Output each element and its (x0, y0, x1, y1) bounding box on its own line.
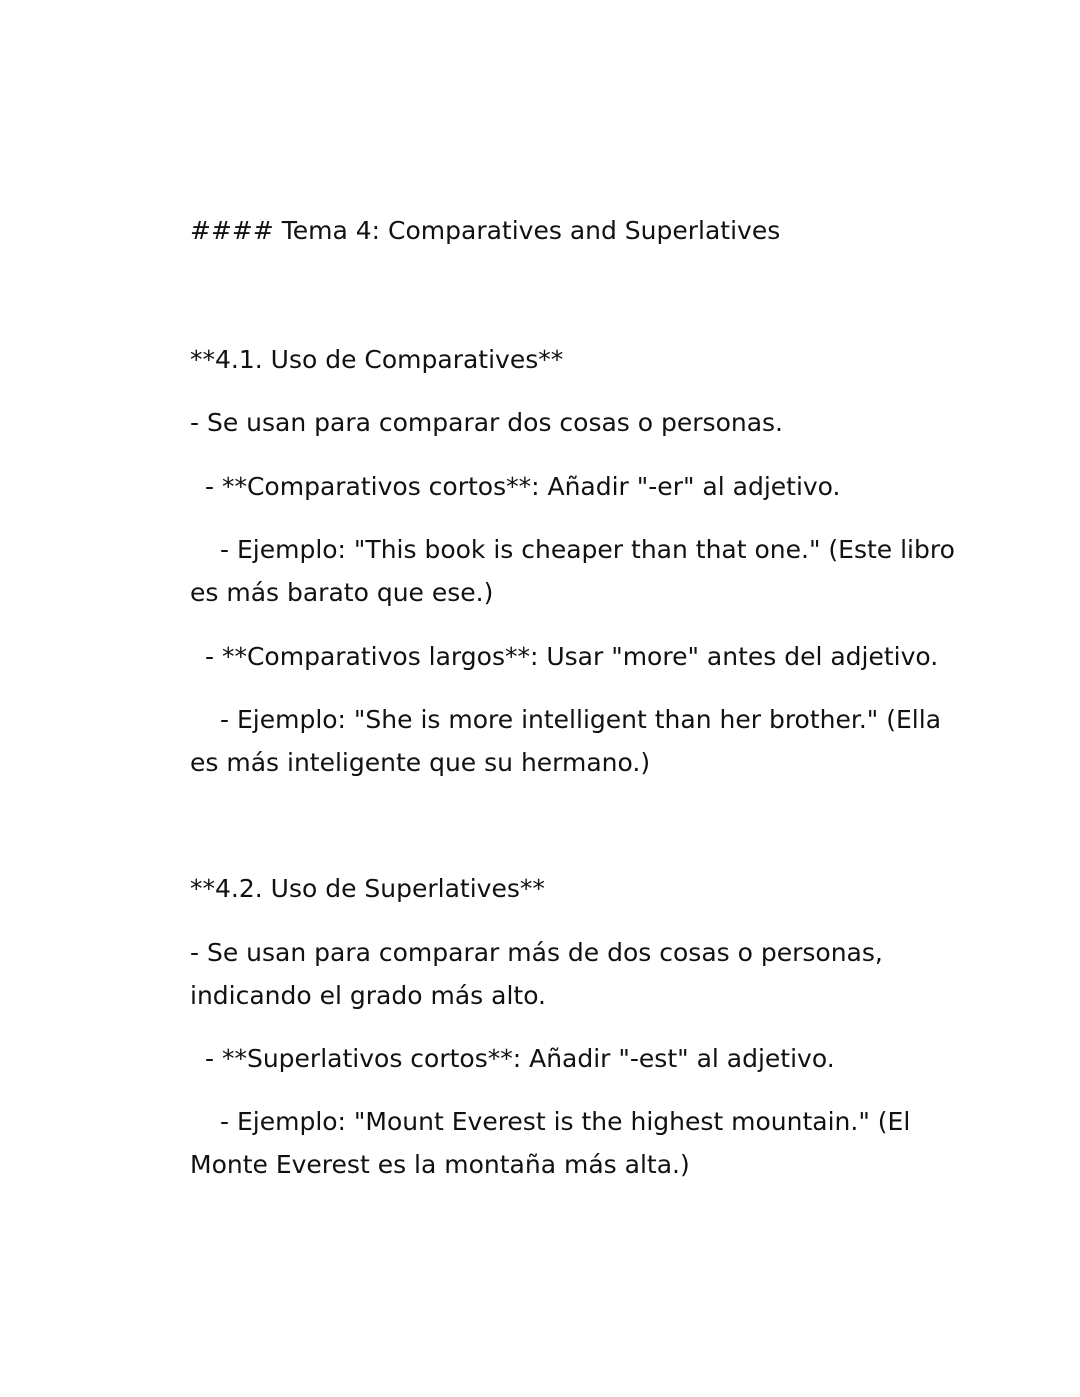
topic-heading: #### Tema 4: Comparatives and Superlatives (190, 216, 781, 245)
superlatives-definition: - Se usan para comparar más de dos cosas o personas, indicando el grado más alto. (190, 938, 883, 1010)
long-comparatives-example: - Ejemplo: "She is more intelligent than her brother." (Ella es más inteligente que su hermano.) (190, 705, 942, 777)
short-comparatives-rule: - **Comparativos cortos**: Añadir "-er" al adjetivo. (205, 472, 841, 501)
short-superlatives-rule: - **Superlativos cortos**: Añadir "-est" al adjetivo. (205, 1044, 835, 1073)
short-comparatives-example: - Ejemplo: "This book is cheaper than that one." (Este libro es más barato que ese.) (190, 535, 955, 607)
section-title-comparatives: **4.1. Uso de Comparatives** (190, 345, 564, 374)
long-comparatives-rule: - **Comparativos largos**: Usar "more" antes del adjetivo. (205, 642, 939, 671)
comparatives-definition: - Se usan para comparar dos cosas o personas. (190, 408, 784, 437)
short-superlatives-example: - Ejemplo: "Mount Everest is the highest mountain." (El Monte Everest es la montaña más alta.) (190, 1107, 911, 1179)
section-title-superlatives: **4.2. Uso de Superlatives** (190, 874, 545, 903)
